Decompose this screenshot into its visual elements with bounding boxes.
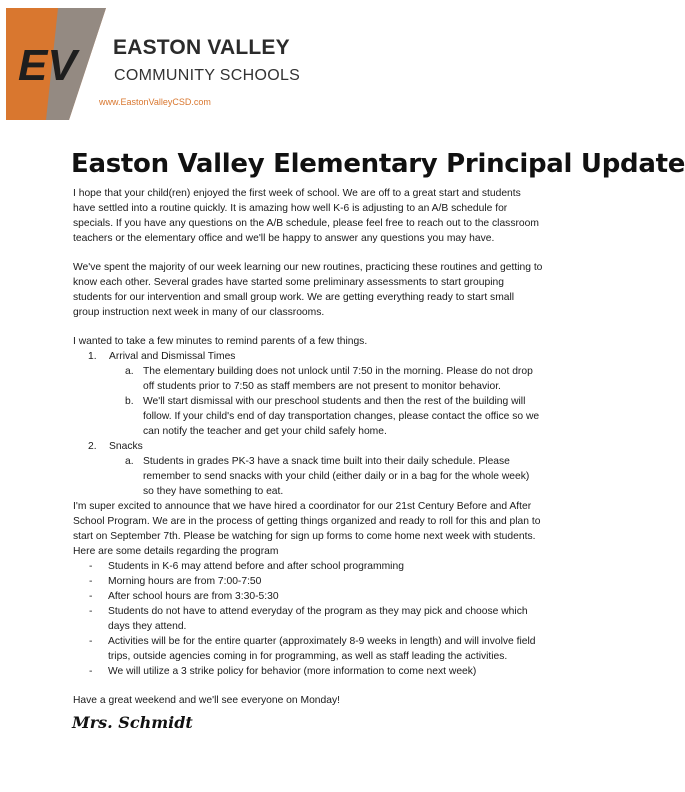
detail-text: Morning hours are from 7:00-7:50 <box>108 576 262 587</box>
org-url: www.EastonValleyCSD.com <box>99 97 211 107</box>
sub-list-item <box>73 364 543 394</box>
list-number: 1. <box>88 351 97 362</box>
detail-text: After school hours are from 3:30-5:30 <box>108 591 279 602</box>
paragraph-routines: We've spent the majority of our week learning our new routines, practicing these routines and getting to know each other. Several grades have started some preliminary assessments to start grouping students for our intervention and small group work. We are getting everything ready to start small group instruction next week in many of our classrooms. <box>73 262 543 318</box>
dash-bullet: - <box>89 636 93 647</box>
detail-text: Students do not have to attend everyday of the program as they may pick and choose which days they attend. <box>108 606 528 632</box>
page-title: Easton Valley Elementary Principal Update <box>71 149 685 179</box>
list-item <box>73 439 543 454</box>
list-item <box>73 574 543 589</box>
letter-body <box>73 186 543 708</box>
detail-text: We will utilize a 3 strike policy for behavior (more information to come next week) <box>108 666 477 677</box>
dash-bullet: - <box>89 666 93 677</box>
dash-bullet: - <box>89 576 93 587</box>
list-number: 2. <box>88 441 97 452</box>
list-label: Arrival and Dismissal Times <box>109 351 236 362</box>
sub-letter: b. <box>125 396 134 407</box>
list-item <box>73 559 543 574</box>
detail-text: Students in K-6 may attend before and after school programming <box>108 561 404 572</box>
paragraph-intro: I hope that your child(ren) enjoyed the first week of school. We are off to a great start and students have settled into a routine quickly. It is amazing how well K-6 is adjusting to an A/B schedule for specials. If you have any questions on the A/B schedule, please feel free to reach out to the classroom teachers or the elementary office and we'll be happy to answer any questions you may have. <box>73 188 539 244</box>
signature: Mrs. Schmidt <box>72 713 193 732</box>
list-item <box>73 664 543 679</box>
sub-list-item <box>73 454 543 499</box>
school-logo <box>6 8 346 120</box>
sub-text: Students in grades PK-3 have a snack time built into their daily schedule. Please remember to send snacks with your child (either daily or in a bag for the whole week) so they have something to eat. <box>143 456 530 497</box>
list-label: Snacks <box>109 441 143 452</box>
sub-text: We'll start dismissal with our preschool students and then the rest of the building will follow. If your child's end of day transportation changes, please contact the office so we can notify the teacher and get your child safely home. <box>143 396 540 437</box>
dash-bullet: - <box>89 606 93 617</box>
paragraph-closing: Have a great weekend and we'll see everyone on Monday! <box>73 695 340 706</box>
org-subtitle: COMMUNITY SCHOOLS <box>114 67 301 84</box>
sub-list-item <box>73 394 543 439</box>
logo-letters: EV <box>18 41 77 90</box>
list-item <box>73 604 543 634</box>
ev-logo-icon <box>6 8 106 120</box>
list-item <box>73 589 543 604</box>
paragraph-reminder-intro: I wanted to take a few minutes to remind parents of a few things. <box>73 336 368 347</box>
sub-text: The elementary building does not unlock until 7:50 in the morning. Please do not drop off students prior to 7:50 as staff members are not present to monitor behavior. <box>143 366 533 392</box>
dash-bullet: - <box>89 591 93 602</box>
sub-letter: a. <box>125 366 134 377</box>
list-item <box>73 634 543 664</box>
org-name: EASTON VALLEY <box>113 36 290 59</box>
list-item <box>73 349 543 364</box>
sub-letter: a. <box>125 456 134 467</box>
detail-text: Activities will be for the entire quarter (approximately 8-9 weeks in length) and will involve field trips, outside agencies coming in for programming, as well as staff leading the activities. <box>108 636 536 662</box>
dash-bullet: - <box>89 561 93 572</box>
paragraph-program: I'm super excited to announce that we have hired a coordinator for our 21st Century Before and After School Program. We are in the process of getting things organized and ready to roll for this and plan to start on September 7th. Please be watching for sign up forms to come home next week with students. Here are some details regarding the program <box>73 501 541 557</box>
